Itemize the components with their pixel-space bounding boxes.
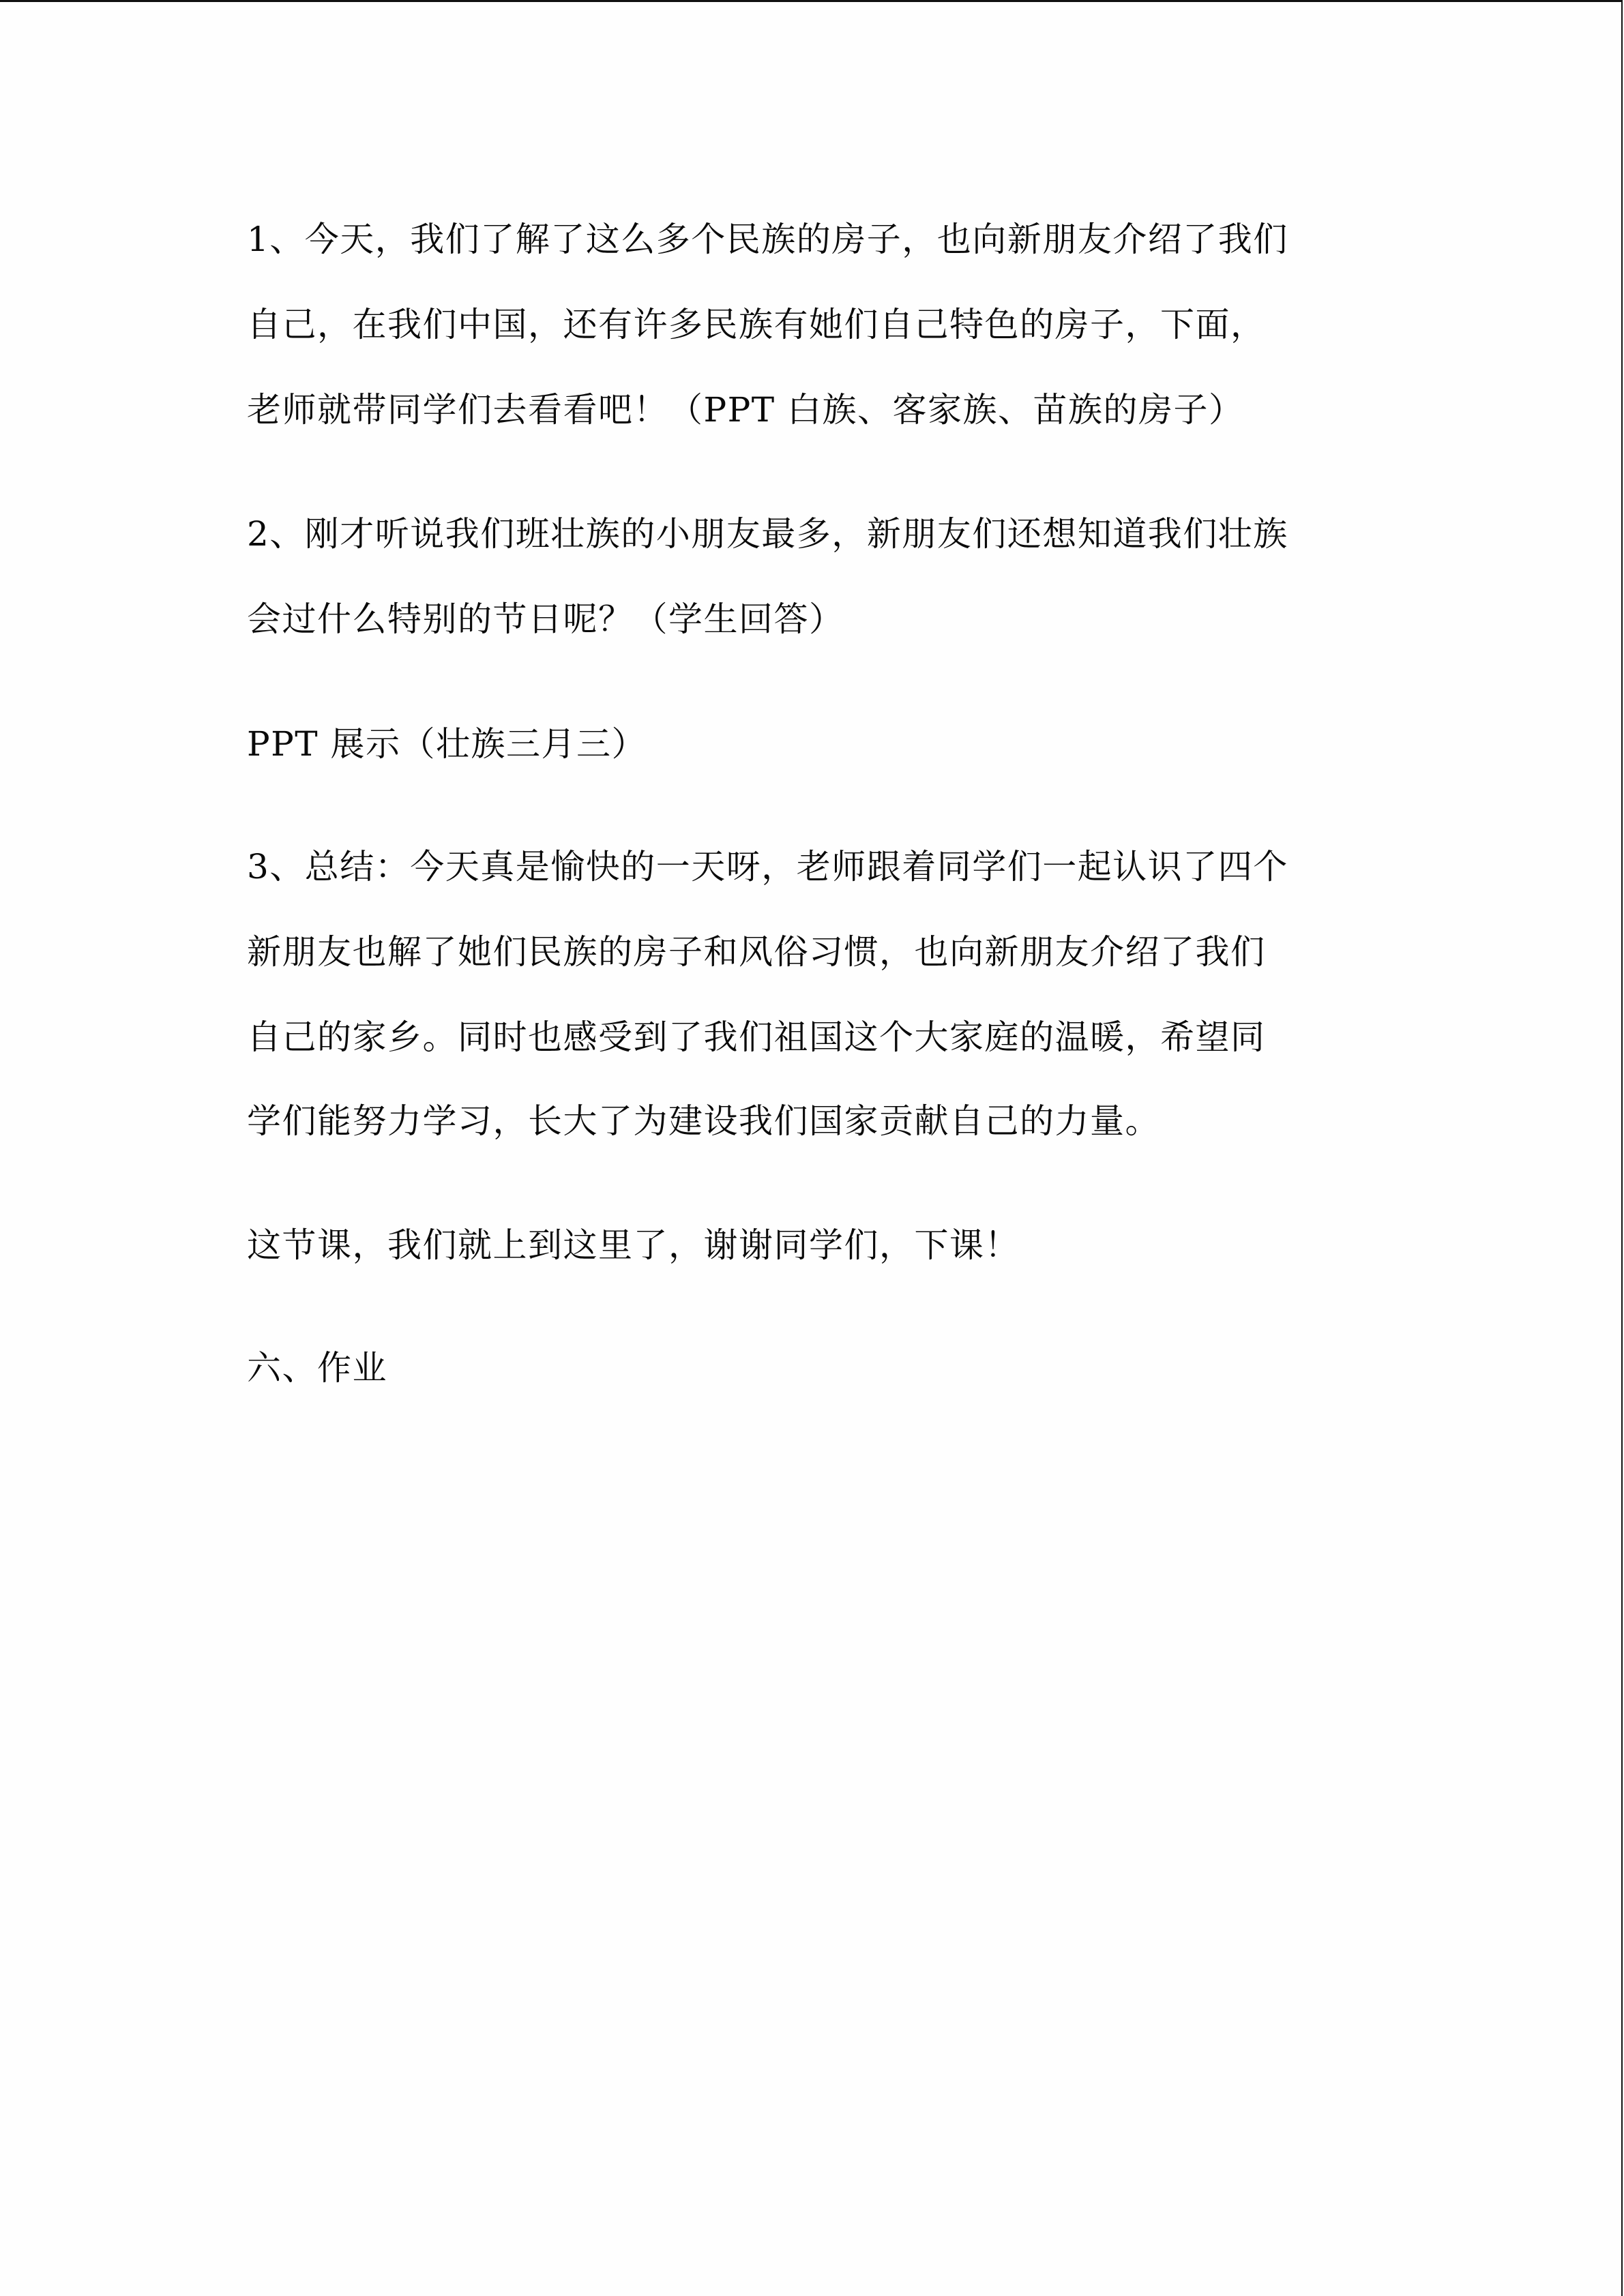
paragraph-line: 自己，在我们中国，还有许多民族有她们自己特色的房子，下面， (247, 305, 1266, 344)
section-heading: 六、作业 (247, 1348, 387, 1388)
paragraph-line: 学们能努力学习，长大了为建设我们国家贡献自己的力量。 (247, 1101, 1160, 1141)
paragraph-line: 老师就带同学们去看看吧！（PPT 白族、客家族、苗族的房子） (247, 390, 1244, 430)
paragraph-line: 3、总结：今天真是愉快的一天呀，老师跟着同学们一起认识了四个 (247, 847, 1288, 886)
paragraph-line: 2、刚才听说我们班壮族的小朋友最多，新朋友们还想知道我们壮族 (247, 514, 1288, 554)
paragraph-line: PPT 展示（壮族三月三） (247, 724, 647, 764)
paragraph-line: 会过什么特别的节日呢？（学生回答） (247, 599, 844, 639)
paragraph-line: 1、今天，我们了解了这么多个民族的房子，也向新朋友介绍了我们 (247, 220, 1288, 259)
paragraph-line: 新朋友也解了她们民族的房子和风俗习惯，也向新朋友介绍了我们 (247, 932, 1266, 972)
paragraph-line: 自己的家乡。同时也感受到了我们祖国这个大家庭的温暖，希望同 (247, 1017, 1266, 1057)
paragraph-line: 这节课，我们就上到这里了，谢谢同学们，下课！ (247, 1225, 1020, 1265)
